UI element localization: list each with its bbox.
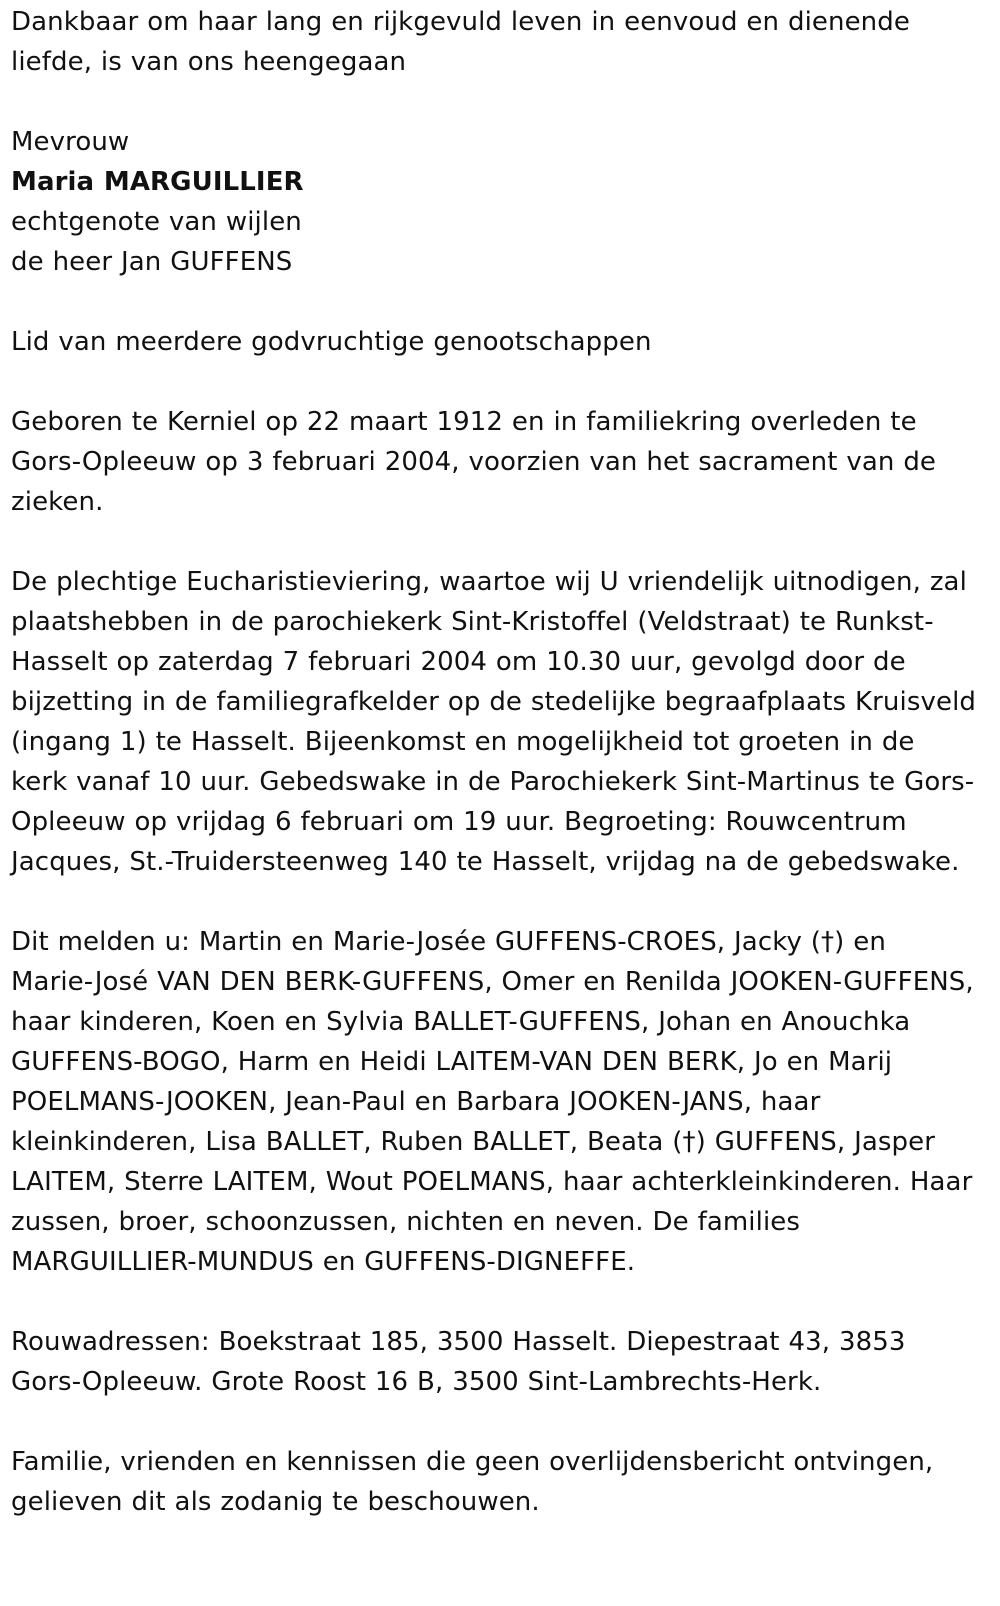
spacer (11, 522, 976, 562)
family-paragraph: Dit melden u: Martin en Marie-Josée GUFFENS-CROES, Jacky (†) en Marie-José VAN DEN BERK-GUFFENS, Omer en Renilda JOOKEN-GUFFENS, haar kinderen, Koen en Sylvia BALLET-GUFFENS, Johan en Anouchka GUFFENS-BOGO, Harm en Heidi LAITEM-VAN DEN BERK, Jo en Marij POELMANS-JOOKEN, Jean-Paul en Barbara JOOKEN-JANS, haar kleinkinderen, Lisa BALLET, Ruben BALLET, Beata (†) GUFFENS, Jasper LAITEM, Sterre LAITEM, Wout POELMANS, haar achterkleinkinderen. Haar zussen, broer, schoonzussen, nichten en neven. De families MARGUILLIER-MUNDUS en GUFFENS-DIGNEFFE. (11, 927, 974, 1277)
ceremony-paragraph: De plechtige Eucharistieviering, waartoe wij U vriendelijk uitnodigen, zal plaatshebben in de parochiekerk Sint-Kristoffel (Veldstraat) te Runkst-Hasselt op zaterdag 7 februari 2004 om 10.30 uur, gevolgd door de bijzetting in de familiegrafkelder op de stedelijke begraafplaats Kruisveld (ingang 1) te Hasselt. Bijeenkomst en mogelijkheid tot groeten in de kerk vanaf 10 uur. Gebedswake in de Parochiekerk Sint-Martinus te Gors-Opleeuw op vrijdag 6 februari om 19 uur. Begroeting: Rouwcentrum Jacques, St.-Truidersteenweg 140 te Hasselt, vrijdag na de gebedswake. (11, 567, 976, 877)
closing-paragraph: Familie, vrienden en kennissen die geen overlijdensbericht ontvingen, gelieven dit als zodanig te beschouwen. (11, 1447, 934, 1517)
spacer (11, 362, 976, 402)
deceased-name: Maria MARGUILLIER (11, 167, 304, 197)
spacer (11, 882, 976, 922)
spouse-line-2: de heer Jan GUFFENS (11, 247, 293, 277)
spacer (11, 1282, 976, 1322)
membership-paragraph: Lid van meerdere godvruchtige genootschappen (11, 327, 652, 357)
birth-death-paragraph: Geboren te Kerniel op 22 maart 1912 en in familiekring overleden te Gors-Opleeuw op 3 februari 2004, voorzien van het sacrament van de zieken. (11, 407, 937, 517)
spacer (11, 82, 976, 122)
addresses-paragraph: Rouwadressen: Boekstraat 185, 3500 Hasselt. Diepestraat 43, 3853 Gors-Opleeuw. Grote Roost 16 B, 3500 Sint-Lambrechts-Herk. (11, 1327, 906, 1397)
spacer (11, 1402, 976, 1442)
intro-paragraph: Dankbaar om haar lang en rijkgevuld leven in eenvoud en dienende liefde, is van ons heengegaan (11, 7, 910, 77)
spacer (11, 282, 976, 322)
spouse-line-1: echtgenote van wijlen (11, 207, 302, 237)
title-prefix: Mevrouw (11, 127, 130, 157)
